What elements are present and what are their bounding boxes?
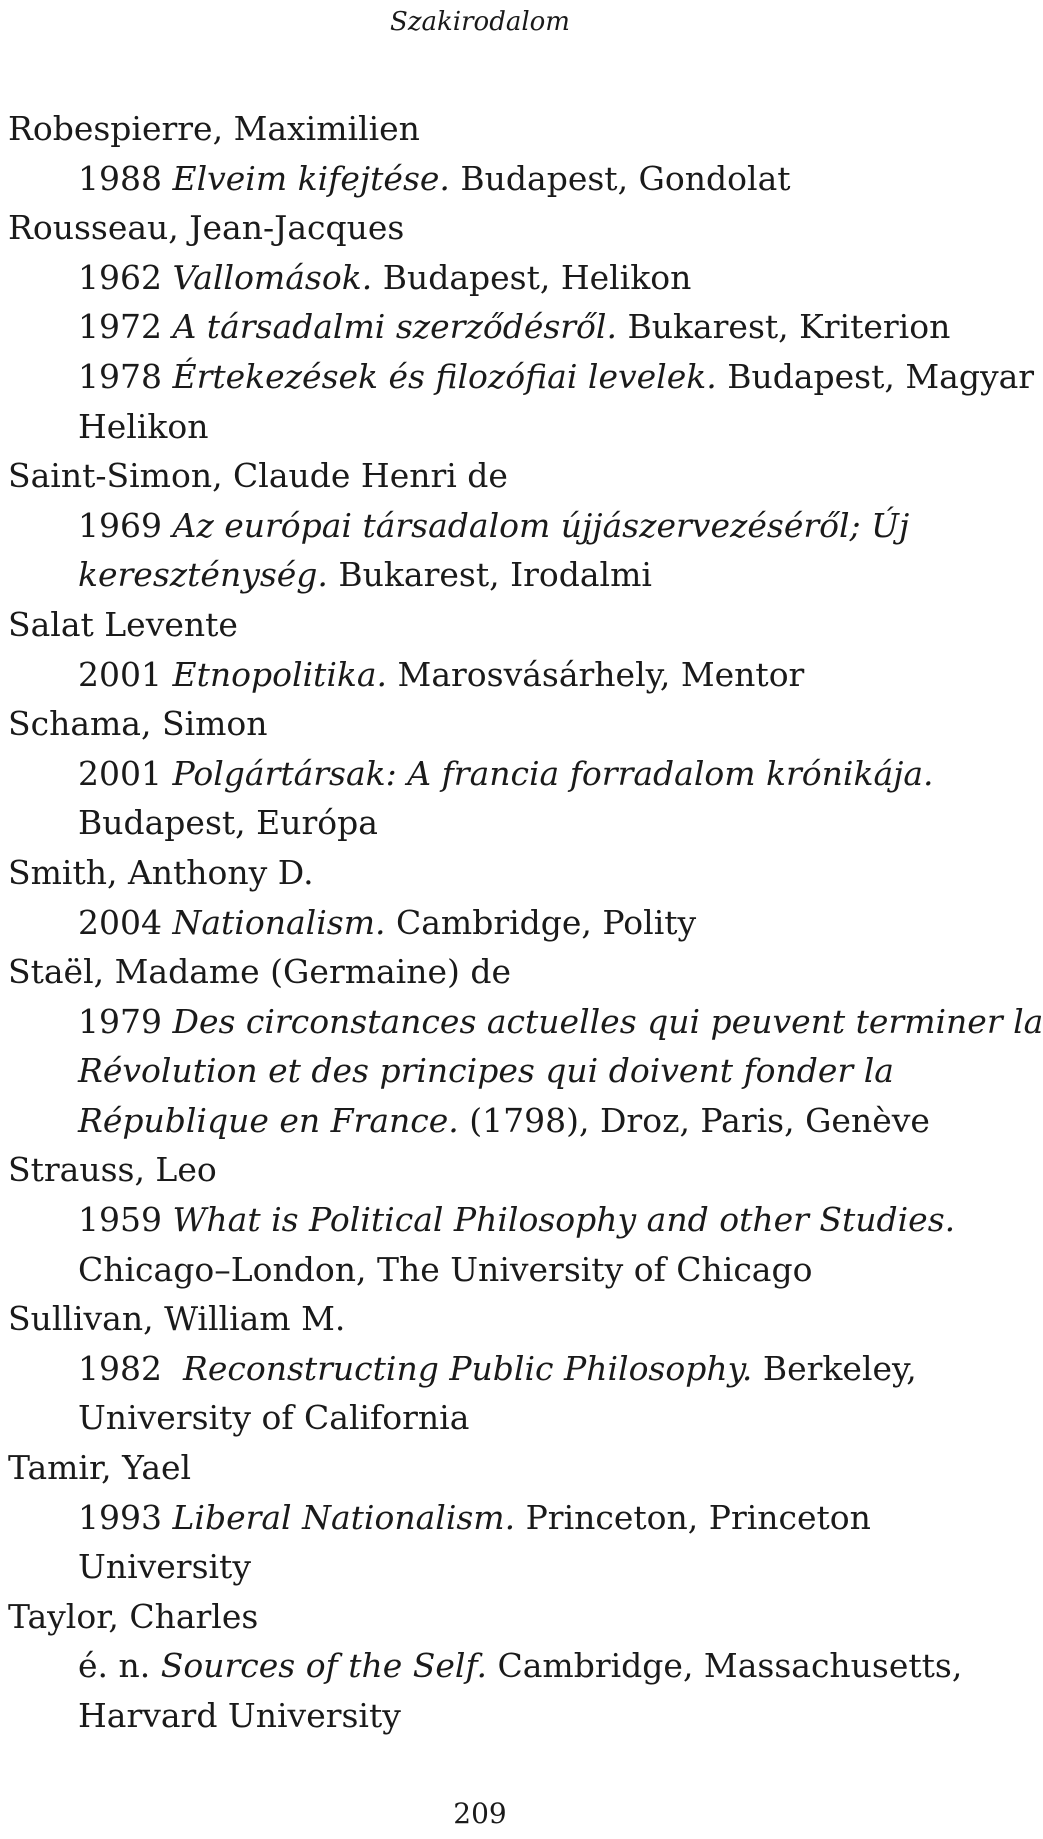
work-text: 1978 <box>78 356 173 396</box>
work-title: A társadalmi szerződésről. <box>172 307 617 347</box>
work-line <box>78 1195 956 1245</box>
work-line <box>78 898 948 948</box>
work-text: Bukarest, Kriterion <box>616 307 951 347</box>
author-entry <box>8 947 1043 1145</box>
work-text: 1988 <box>78 158 173 198</box>
author-entry <box>8 1443 948 1592</box>
work-text: Budapest, Helikon <box>372 257 692 297</box>
work-text: University of California <box>78 1398 470 1438</box>
work-text: Bukarest, Irodalmi <box>327 555 652 595</box>
work-text: 2004 <box>78 902 173 942</box>
work-title: Elveim kifejtése. <box>172 158 450 198</box>
work-entry <box>8 1344 948 1443</box>
author-name: Schama, Simon <box>8 704 268 744</box>
author-entry <box>8 104 948 203</box>
work-entry <box>8 352 1035 451</box>
work-text: 1972 <box>78 307 173 347</box>
work-text: Budapest, Gondolat <box>449 158 791 198</box>
work-title: Révolution et des principes qui doivent fonder la <box>78 1051 894 1091</box>
work-text: 1979 <box>78 1001 173 1041</box>
author-name: Saint-Simon, Claude Henri de <box>8 456 508 496</box>
work-text: Berkeley, <box>752 1348 917 1388</box>
work-text: Princeton, Princeton <box>515 1497 871 1537</box>
author-name: Salat Levente <box>8 604 238 644</box>
work-title: What is Political Philosophy and other Studies. <box>172 1200 956 1240</box>
work-entry <box>8 650 948 700</box>
work-entry <box>8 1641 963 1740</box>
work-line <box>78 1641 963 1691</box>
work-line <box>78 154 948 204</box>
author-name: Sullivan, William M. <box>8 1299 346 1339</box>
author-entry <box>8 600 948 699</box>
work-title: République en France. <box>78 1100 459 1140</box>
running-head: Szakirodalom <box>390 7 570 37</box>
work-title: kereszténység. <box>78 555 328 595</box>
bibliography-list <box>8 104 1043 1741</box>
author-entry <box>8 1145 956 1294</box>
work-text: 1993 <box>78 1497 173 1537</box>
author-name: Strauss, Leo <box>8 1150 217 1190</box>
work-line <box>78 1542 948 1592</box>
work-entry <box>8 749 948 848</box>
work-text: Helikon <box>78 406 209 446</box>
work-text: é. n. <box>78 1646 161 1686</box>
work-line <box>78 1046 948 1096</box>
work-entry <box>8 253 948 303</box>
author-entry <box>8 848 948 947</box>
work-line <box>78 1344 948 1394</box>
work-title: Vallomások. <box>172 257 373 297</box>
work-title: Des circonstances actuelles qui peuvent terminer la <box>172 1001 1043 1041</box>
author-entry <box>8 1294 948 1443</box>
work-line <box>78 1691 948 1741</box>
work-line <box>78 1393 948 1443</box>
work-entry <box>8 1195 956 1294</box>
work-line <box>78 1096 948 1146</box>
work-text: 1959 <box>78 1200 173 1240</box>
work-text: 2001 <box>78 753 173 793</box>
work-title: Etnopolitika. <box>172 654 388 694</box>
work-line <box>78 650 948 700</box>
work-line <box>78 798 948 848</box>
author-name: Staël, Madame (Germaine) de <box>8 952 512 992</box>
work-text: Chicago–London, The University of Chicago <box>78 1249 813 1289</box>
work-title: Az európai társadalom újjászervezéséről; Új <box>172 505 910 545</box>
work-text: 1982 <box>78 1348 183 1388</box>
author-entry <box>8 451 948 600</box>
work-line <box>78 402 948 452</box>
work-title: Reconstructing Public Philosophy. <box>182 1348 753 1388</box>
work-line <box>78 997 1043 1047</box>
work-title: Értekezések és filozófiai levelek. <box>172 356 717 396</box>
work-text: Cambridge, Polity <box>385 902 697 942</box>
work-text: 2001 <box>78 654 173 694</box>
work-text: Harvard University <box>78 1696 401 1735</box>
work-text: Cambridge, Massachusetts, <box>487 1646 963 1686</box>
work-line <box>78 749 948 799</box>
work-entry <box>8 154 948 204</box>
work-line <box>78 1245 948 1295</box>
author-name: Taylor, Charles <box>8 1596 259 1636</box>
work-entry <box>8 1493 948 1592</box>
work-title: Liberal Nationalism. <box>172 1497 516 1537</box>
author-name: Robespierre, Maximilien <box>8 109 420 148</box>
author-entry <box>8 699 948 848</box>
work-entry <box>8 302 951 352</box>
author-name: Tamir, Yael <box>8 1448 192 1488</box>
work-title: Nationalism. <box>172 902 386 942</box>
work-text: 1969 <box>78 505 173 545</box>
author-entry <box>8 203 1035 451</box>
work-text: University <box>78 1547 251 1587</box>
author-entry <box>8 1592 963 1741</box>
work-title: Sources of the Self. <box>160 1646 488 1686</box>
page-number: 209 <box>453 1797 507 1830</box>
work-title: Polgártársak: A francia forradalom krónikája. <box>172 753 934 793</box>
work-text: Marosvásárhely, Mentor <box>387 654 805 694</box>
work-entry <box>8 501 948 600</box>
work-line <box>78 302 951 352</box>
work-line <box>78 352 1035 402</box>
work-text: (1798), Droz, Paris, Genève <box>458 1100 930 1140</box>
work-line <box>78 550 948 600</box>
author-name: Rousseau, Jean-Jacques <box>8 208 405 248</box>
work-text: Budapest, Európa <box>78 803 378 843</box>
work-entry <box>8 997 1043 1146</box>
work-line <box>78 1493 948 1543</box>
work-text: 1962 <box>78 257 173 297</box>
work-entry <box>8 898 948 948</box>
work-line <box>78 253 948 303</box>
work-text: Budapest, Magyar <box>716 356 1035 396</box>
author-name: Smith, Anthony D. <box>8 852 314 892</box>
work-line <box>78 501 948 551</box>
